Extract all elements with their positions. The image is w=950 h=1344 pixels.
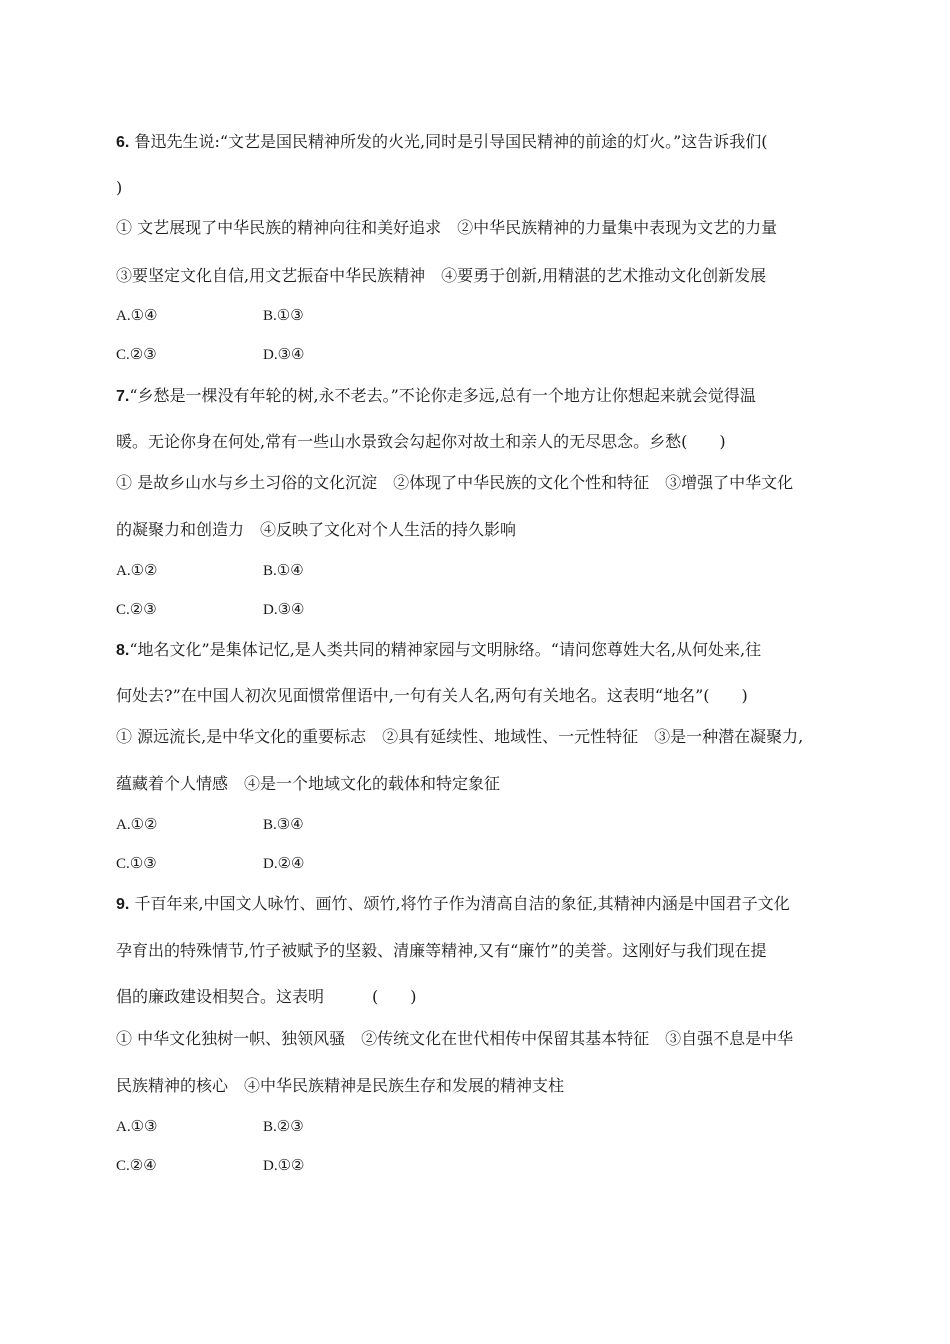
- question-6-option-d: D.③④: [263, 347, 305, 363]
- question-7-number: 7.: [116, 388, 130, 405]
- question-9-stem-line-1: 9. 千百年来,中国文人咏竹、画竹、颂竹,将竹子作为清高自洁的象征,其精神内涵是中国君子文化: [116, 894, 790, 913]
- question-9-stem-line-2: 孕育出的特殊情节,竹子被赋予的坚毅、清廉等精神,又有“廉竹”的美誉。这刚好与我们现在提: [116, 941, 767, 960]
- question-9-option-b: B.②③: [263, 1119, 304, 1135]
- question-6-stem-line-1: 6. 鲁迅先生说:“文艺是国民精神所发的火光,同时是引导国民精神的前途的灯火。”这告诉我们(: [116, 132, 768, 151]
- question-9-option-d: D.①②: [263, 1158, 305, 1174]
- question-9-stem-line-3: 倡的廉政建设相契合。这表明 ( ): [116, 987, 417, 1006]
- question-9-option-a: A.①③: [116, 1119, 158, 1135]
- question-8-number: 8.: [116, 642, 130, 659]
- question-9-statements-line-1: ① 中华文化独树一帜、独领风骚 ②传统文化在世代相传中保留其基本特征 ③自强不息是中华: [116, 1029, 794, 1048]
- question-9-option-c: C.②④: [116, 1158, 157, 1174]
- question-9-statements-line-2: 民族精神的核心 ④中华民族精神是民族生存和发展的精神支柱: [116, 1076, 565, 1095]
- question-6-option-a: A.①④: [116, 308, 158, 324]
- question-7-option-b: B.①④: [263, 563, 304, 579]
- question-9-number: 9.: [116, 896, 130, 913]
- question-7-option-d: D.③④: [263, 602, 305, 618]
- question-8-stem-line-2: 何处去?”在中国人初次见面惯常俚语中,一句有关人名,两句有关地名。这表明“地名”( ): [116, 686, 748, 705]
- question-8-option-b: B.③④: [263, 817, 304, 833]
- question-6-statements-line-1: ① 文艺展现了中华民族的精神向往和美好追求 ②中华民族精神的力量集中表现为文艺的力量: [116, 218, 778, 237]
- question-7-stem-line-2: 暖。无论你身在何处,常有一些山水景致会勾起你对故土和亲人的无尽思念。乡愁( ): [116, 432, 726, 451]
- question-6-stem-line-2: ): [116, 178, 123, 197]
- question-8-option-a: A.①②: [116, 817, 158, 833]
- question-6-option-b: B.①③: [263, 308, 304, 324]
- question-8-stem-line-1: 8.“地名文化”是集体记忆,是人类共同的精神家园与文明脉络。“请问您尊姓大名,从何处来,往: [116, 640, 762, 659]
- question-6-number: 6.: [116, 134, 130, 151]
- question-7-stem-line-1: 7.“乡愁是一棵没有年轮的树,永不老去。”不论你走多远,总有一个地方让你想起来就会觉得温: [116, 386, 756, 405]
- question-6-statements-line-2: ③要坚定文化自信,用文艺振奋中华民族精神 ④要勇于创新,用精湛的艺术推动文化创新发展: [116, 266, 767, 285]
- question-7-option-a: A.①②: [116, 563, 158, 579]
- question-8-option-c: C.①③: [116, 856, 157, 872]
- question-8-statements-line-2: 蕴藏着个人情感 ④是一个地域文化的载体和特定象征: [116, 774, 501, 793]
- question-7-option-c: C.②③: [116, 602, 157, 618]
- question-8-statements-line-1: ① 源远流长,是中华文化的重要标志 ②具有延续性、地域性、一元性特征 ③是一种潜在凝聚力,: [116, 727, 804, 746]
- question-8-option-d: D.②④: [263, 856, 305, 872]
- question-7-statements-line-1: ① 是故乡山水与乡土习俗的文化沉淀 ②体现了中华民族的文化个性和特征 ③增强了中华文化: [116, 473, 794, 492]
- question-6-option-c: C.②③: [116, 347, 157, 363]
- question-7-statements-line-2: 的凝聚力和创造力 ④反映了文化对个人生活的持久影响: [116, 520, 517, 539]
